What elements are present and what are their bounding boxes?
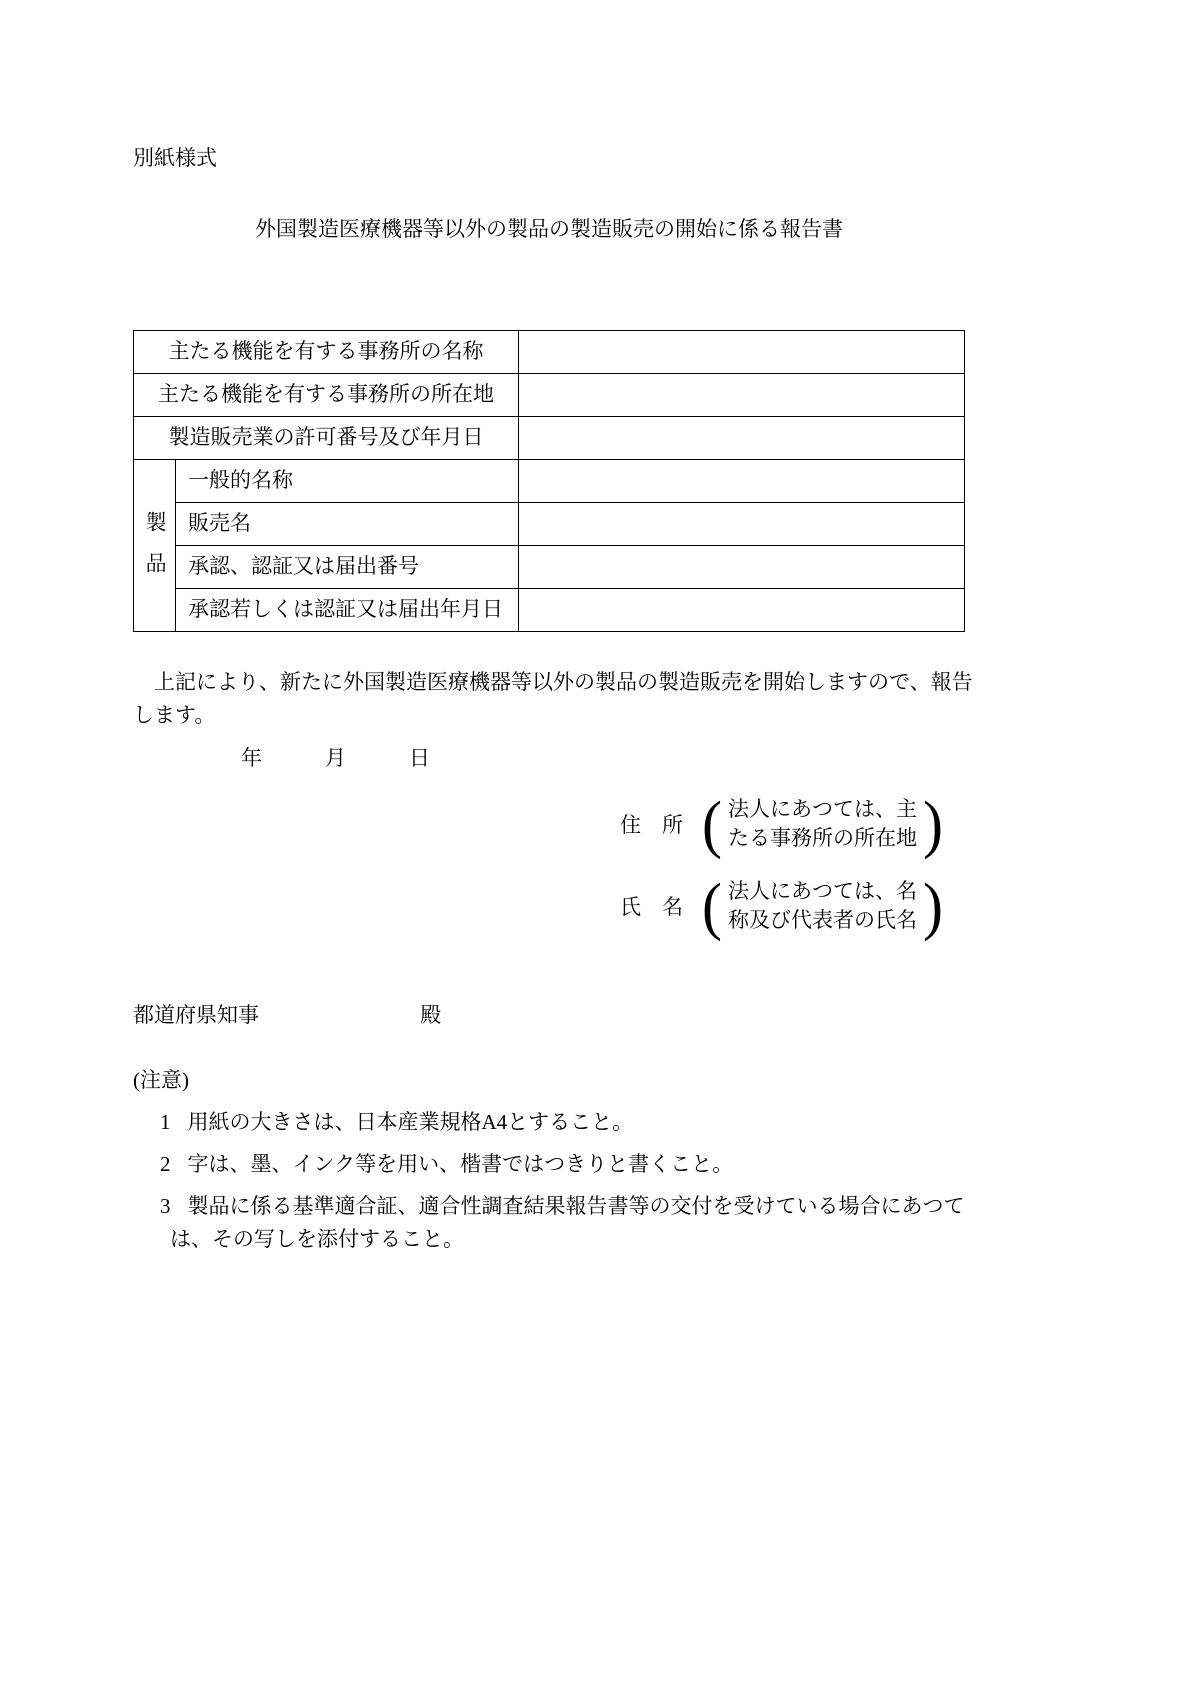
product-group-cell <box>134 460 176 632</box>
name-note-line: 法人にあつては、名 <box>727 879 917 903</box>
notes-heading: (注意) <box>133 1068 189 1092</box>
address-note-line: たる事務所の所在地 <box>727 826 917 850</box>
note-number: 2 <box>160 1152 171 1176</box>
row-label-office-address: 主たる機能を有する事務所の所在地 <box>134 374 519 417</box>
row-value-generic-name <box>519 460 965 503</box>
form-label: 別紙様式 <box>133 146 217 170</box>
address-note <box>728 795 917 853</box>
note-text: 字は、墨、インク等を用い、楷書ではつきりと書くこと。 <box>187 1152 734 1176</box>
left-paren: ( <box>702 788 722 860</box>
row-value-license-number <box>519 417 965 460</box>
report-table <box>133 330 965 632</box>
row-value-approval-date <box>519 589 965 632</box>
row-value-sales-name <box>519 503 965 546</box>
name-label: 氏 名 <box>620 895 683 919</box>
table-row <box>134 589 965 632</box>
row-value-office-address <box>519 374 965 417</box>
product-group-label: 製品 <box>143 510 168 593</box>
name-block <box>620 870 1181 942</box>
table-row <box>134 417 965 460</box>
note-text: 用紙の大きさは、日本産業規格A4とすること。 <box>187 1110 634 1134</box>
address-block <box>620 788 1181 860</box>
table-row <box>134 503 965 546</box>
right-paren: ) <box>922 788 943 860</box>
notes-section <box>133 1064 965 1256</box>
name-note <box>728 877 917 935</box>
note-item <box>133 1148 965 1181</box>
left-paren: ( <box>702 870 722 942</box>
recipient-title: 都道府県知事 <box>133 1003 259 1027</box>
row-value-approval-number <box>519 546 965 589</box>
row-label-approval-number: 承認、認証又は届出番号 <box>176 546 519 589</box>
right-paren: ) <box>922 870 943 942</box>
table-row <box>134 460 965 503</box>
row-label-office-name: 主たる機能を有する事務所の名称 <box>134 331 519 374</box>
note-text: 製品に係る基準適合証、適合性調査結果報告書等の交付を受けている場合にあつては、その写しを添付すること。 <box>170 1194 965 1251</box>
note-item <box>133 1106 965 1139</box>
address-note-line: 法人にあつては、主 <box>727 797 917 821</box>
note-item <box>133 1190 965 1256</box>
document-title: 外国製造医療機器等以外の製品の製造販売の開始に係る報告書 <box>255 217 843 241</box>
statement-text: 上記により、新たに外国製造医療機器等以外の製品の製造販売を開始しますので、報告します。 <box>133 670 973 727</box>
date-line: 年 月 日 <box>241 746 430 770</box>
row-label-sales-name: 販売名 <box>176 503 519 546</box>
table-row <box>134 374 965 417</box>
row-label-generic-name: 一般的名称 <box>176 460 519 503</box>
row-label-approval-date: 承認若しくは認証又は届出年月日 <box>176 589 519 632</box>
table-row <box>134 331 965 374</box>
name-note-line: 称及び代表者の氏名 <box>727 908 917 932</box>
row-label-license-number: 製造販売業の許可番号及び年月日 <box>134 417 519 460</box>
address-label: 住 所 <box>620 813 683 837</box>
note-number: 3 <box>160 1194 171 1218</box>
recipient-line <box>133 999 1181 1032</box>
table-row <box>134 546 965 589</box>
row-value-office-name <box>519 331 965 374</box>
recipient-honorific: 殿 <box>420 1003 442 1027</box>
note-number: 1 <box>160 1110 171 1134</box>
